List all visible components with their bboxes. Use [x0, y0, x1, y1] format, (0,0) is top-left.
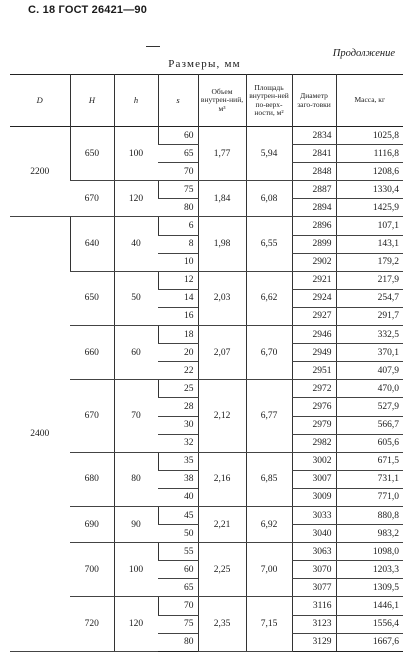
cell-volume: 1,98: [198, 217, 246, 271]
cell-s: 70: [158, 163, 198, 181]
cell-s: 25: [158, 380, 198, 398]
cell-mass: 1203,3: [336, 561, 403, 579]
cell-s: 32: [158, 434, 198, 452]
cell-mass: 527,9: [336, 398, 403, 416]
table-header-row: [10, 75, 403, 127]
cell-s: 12: [158, 271, 198, 289]
cell-diameter: 3129: [292, 633, 336, 651]
column-header-s: s: [158, 75, 198, 127]
cell-s: 8: [158, 235, 198, 253]
cell-mass: 880,8: [336, 506, 403, 524]
cell-diameter: 2946: [292, 326, 336, 344]
cell-mass: 1208,6: [336, 163, 403, 181]
cell-diameter: 2951: [292, 362, 336, 380]
cell-mass: 983,2: [336, 525, 403, 543]
cell-area: 6,92: [246, 506, 292, 542]
cell-diameter: 2982: [292, 434, 336, 452]
cell-H: 690: [70, 506, 114, 542]
cell-mass: 217,9: [336, 271, 403, 289]
cell-H: 700: [70, 543, 114, 597]
page-header: С. 18 ГОСТ 26421—90: [28, 4, 148, 16]
separator-dash: [146, 46, 160, 47]
column-header-volume: Объем внутрен-ний, м³: [198, 75, 246, 127]
cell-diameter: 3007: [292, 470, 336, 488]
cell-diameter: 3033: [292, 506, 336, 524]
cell-H: 640: [70, 217, 114, 271]
cell-mass: 771,0: [336, 488, 403, 506]
cell-diameter: 2841: [292, 145, 336, 163]
table-body: [10, 127, 403, 652]
cell-area: 6,85: [246, 452, 292, 506]
cell-area: 6,08: [246, 181, 292, 217]
cell-s: 28: [158, 398, 198, 416]
cell-mass: 254,7: [336, 289, 403, 307]
cell-s: 20: [158, 344, 198, 362]
cell-diameter: 2979: [292, 416, 336, 434]
cell-mass: 671,5: [336, 452, 403, 470]
cell-diameter: 3040: [292, 525, 336, 543]
cell-h: 70: [114, 380, 158, 452]
cell-volume: 2,12: [198, 380, 246, 452]
column-header-mass: Масса, кг: [336, 75, 403, 127]
cell-volume: 2,21: [198, 506, 246, 542]
cell-H: 660: [70, 326, 114, 380]
cell-s: 30: [158, 416, 198, 434]
cell-s: 22: [158, 362, 198, 380]
table-row: [10, 127, 403, 145]
cell-area: 7,00: [246, 543, 292, 597]
table-row: [10, 217, 403, 235]
cell-volume: 2,07: [198, 326, 246, 380]
cell-area: 6,77: [246, 380, 292, 452]
cell-diameter: 2921: [292, 271, 336, 289]
cell-diameter: 2834: [292, 127, 336, 145]
cell-H: 680: [70, 452, 114, 506]
cell-mass: 370,1: [336, 344, 403, 362]
cell-s: 70: [158, 597, 198, 615]
cell-diameter: 2899: [292, 235, 336, 253]
cell-mass: 143,1: [336, 235, 403, 253]
cell-area: 5,94: [246, 127, 292, 181]
cell-s: 80: [158, 199, 198, 217]
cell-volume: 2,25: [198, 543, 246, 597]
cell-diameter: 2972: [292, 380, 336, 398]
cell-H: 720: [70, 597, 114, 651]
cell-s: 55: [158, 543, 198, 561]
cell-h: 100: [114, 543, 158, 597]
cell-s: 10: [158, 253, 198, 271]
cell-mass: 1556,4: [336, 615, 403, 633]
dimensions-table: [10, 74, 403, 652]
units-caption: Размеры, мм: [168, 58, 241, 70]
cell-s: 16: [158, 307, 198, 325]
cell-h: 60: [114, 326, 158, 380]
cell-diameter: 3009: [292, 488, 336, 506]
cell-volume: 2,03: [198, 271, 246, 325]
cell-mass: 107,1: [336, 217, 403, 235]
cell-area: 6,70: [246, 326, 292, 380]
cell-diameter: 2927: [292, 307, 336, 325]
cell-s: 38: [158, 470, 198, 488]
column-header-diameter: Диаметр заго-товки: [292, 75, 336, 127]
cell-H: 670: [70, 380, 114, 452]
continuation-label: Продолжение: [332, 48, 395, 59]
cell-area: 6,62: [246, 271, 292, 325]
cell-volume: 1,77: [198, 127, 246, 181]
cell-s: 80: [158, 633, 198, 651]
cell-mass: 1667,6: [336, 633, 403, 651]
cell-H: 650: [70, 127, 114, 181]
cell-mass: 179,2: [336, 253, 403, 271]
cell-H: 670: [70, 181, 114, 217]
cell-mass: 1330,4: [336, 181, 403, 199]
cell-diameter: 2949: [292, 344, 336, 362]
cell-mass: 1309,5: [336, 579, 403, 597]
cell-diameter: 2896: [292, 217, 336, 235]
cell-h: 80: [114, 452, 158, 506]
cell-area: 7,15: [246, 597, 292, 651]
cell-diameter: 2848: [292, 163, 336, 181]
cell-diameter: 3002: [292, 452, 336, 470]
cell-h: 120: [114, 597, 158, 651]
cell-s: 65: [158, 579, 198, 597]
cell-h: 90: [114, 506, 158, 542]
cell-diameter: 3070: [292, 561, 336, 579]
cell-H: 650: [70, 271, 114, 325]
cell-h: 40: [114, 217, 158, 271]
cell-mass: 407,9: [336, 362, 403, 380]
cell-s: 6: [158, 217, 198, 235]
cell-s: 75: [158, 181, 198, 199]
cell-diameter: 2894: [292, 199, 336, 217]
cell-mass: 1025,8: [336, 127, 403, 145]
column-header-H: H: [70, 75, 114, 127]
cell-D: 2200: [10, 127, 70, 217]
cell-D: 2400: [10, 217, 70, 651]
cell-mass: 566,7: [336, 416, 403, 434]
cell-diameter: 2924: [292, 289, 336, 307]
cell-h: 120: [114, 181, 158, 217]
cell-s: 35: [158, 452, 198, 470]
cell-diameter: 3116: [292, 597, 336, 615]
cell-mass: 332,5: [336, 326, 403, 344]
cell-h: 100: [114, 127, 158, 181]
cell-s: 65: [158, 145, 198, 163]
cell-s: 45: [158, 506, 198, 524]
cell-mass: 731,1: [336, 470, 403, 488]
cell-diameter: 2887: [292, 181, 336, 199]
cell-s: 60: [158, 127, 198, 145]
cell-diameter: 3077: [292, 579, 336, 597]
column-header-D: D: [36, 95, 43, 106]
cell-s: 75: [158, 615, 198, 633]
cell-volume: 2,16: [198, 452, 246, 506]
column-header-h: h: [114, 75, 158, 127]
cell-mass: 1425,9: [336, 199, 403, 217]
cell-s: 50: [158, 525, 198, 543]
cell-diameter: 2902: [292, 253, 336, 271]
cell-s: 40: [158, 488, 198, 506]
cell-mass: 1446,1: [336, 597, 403, 615]
cell-s: 60: [158, 561, 198, 579]
cell-mass: 1098,0: [336, 543, 403, 561]
cell-mass: 470,0: [336, 380, 403, 398]
cell-diameter: 3063: [292, 543, 336, 561]
cell-volume: 1,84: [198, 181, 246, 217]
cell-area: 6,55: [246, 217, 292, 271]
column-header-area: Площадь внутрен-ней по-верх-ности, м²: [246, 75, 292, 127]
cell-h: 50: [114, 271, 158, 325]
cell-volume: 2,35: [198, 597, 246, 651]
cell-diameter: 3123: [292, 615, 336, 633]
cell-s: 18: [158, 326, 198, 344]
cell-mass: 291,7: [336, 307, 403, 325]
cell-s: 14: [158, 289, 198, 307]
cell-mass: 605,6: [336, 434, 403, 452]
cell-diameter: 2976: [292, 398, 336, 416]
cell-mass: 1116,8: [336, 145, 403, 163]
